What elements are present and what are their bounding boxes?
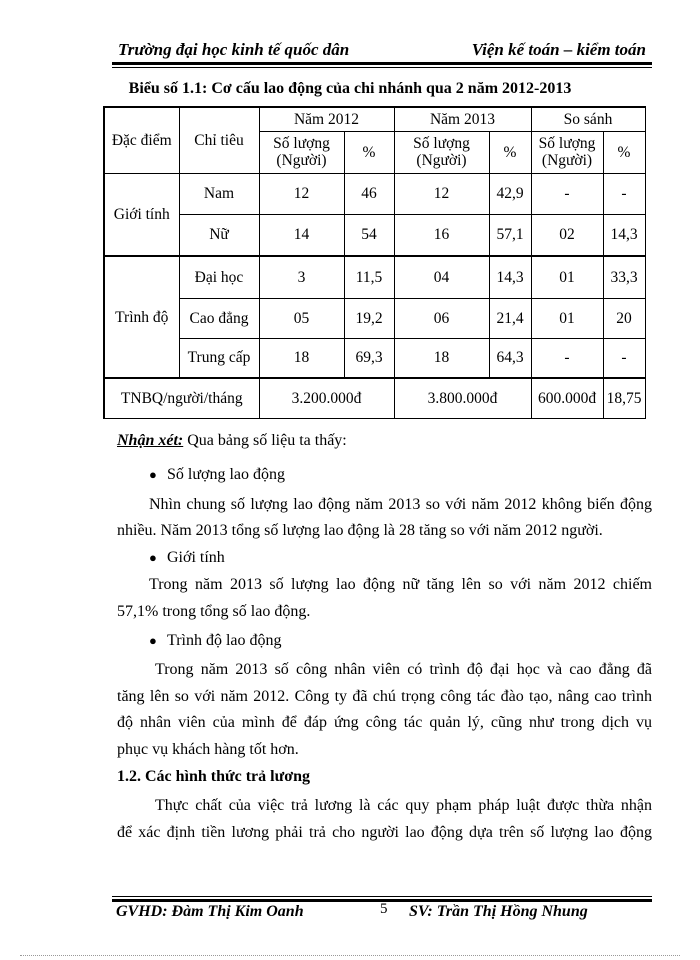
header-so-luong-2012: Số lượng (Người) — [259, 131, 344, 173]
bullet-item — [149, 549, 225, 567]
nhan-xet-line — [117, 432, 347, 450]
total-label: TNBQ/người/tháng — [104, 378, 259, 418]
header-year-2012: Năm 2012 — [259, 107, 394, 131]
cell-value: 05 — [259, 298, 344, 338]
cell-value: - — [603, 173, 645, 214]
header-percent-ss: % — [603, 131, 645, 173]
footer-student: SV: Trần Thị Hồng Nhung — [409, 903, 588, 920]
table-row — [104, 214, 645, 256]
cell-value: 16 — [394, 214, 489, 256]
cell-value: 42,9 — [489, 173, 531, 214]
cell-value: - — [531, 338, 603, 378]
group-gioi-tinh: Giới tính — [104, 173, 179, 256]
paragraph-line: độ nhân viên của mình để đáp ứng công tác quản lý, cũng như trong dịch vụ — [117, 714, 652, 731]
cell-value: 64,3 — [489, 338, 531, 378]
page-number: 5 — [380, 901, 388, 917]
page-header — [112, 40, 652, 64]
total-2013: 3.800.000đ — [394, 378, 531, 418]
bullet-text: Trình độ lao động — [167, 632, 282, 649]
row-label: Đại học — [179, 256, 259, 298]
header-institute: Viện kế toán – kiểm toán — [471, 40, 646, 59]
group-trinh-do: Trình độ — [104, 256, 179, 378]
header-percent-2012: % — [344, 131, 394, 173]
paragraph-line: tăng lên so với năm 2012. Công ty đã chú trọng công tác đào tạo, nâng cao trình — [117, 688, 652, 705]
section-heading: 1.2. Các hình thức trả lương — [117, 768, 310, 785]
nhan-xet-label: Nhận xét: — [117, 432, 184, 449]
row-label: Nữ — [179, 214, 259, 256]
paragraph-line: 57,1% trong tổng số lao động. — [117, 603, 311, 620]
header-so-luong-ss: Số lượng (Người) — [531, 131, 603, 173]
header-year-2013: Năm 2013 — [394, 107, 531, 131]
row-label: Cao đẳng — [179, 298, 259, 338]
nhan-xet-text: Qua bảng số liệu ta thấy: — [187, 432, 347, 449]
bullet-icon: ● — [149, 633, 157, 648]
bullet-icon: ● — [149, 550, 157, 565]
header-chi-tieu: Chỉ tiêu — [179, 107, 259, 173]
paragraph-line: Trong năm 2013 số lượng lao động nữ tăng lên so với năm 2012 chiếm — [149, 576, 652, 593]
footer-advisor: GVHD: Đàm Thị Kim Oanh — [116, 903, 304, 920]
table-row — [104, 298, 645, 338]
cell-value: 14 — [259, 214, 344, 256]
paragraph-line: Thực chất của việc trả lương là các quy phạm pháp luật được thừa nhận — [155, 797, 652, 814]
cell-value: 14,3 — [489, 256, 531, 298]
table-row-total — [104, 378, 645, 418]
paragraph-line: để xác định tiền lương phải trả cho người lao động dựa trên số lượng lao động — [117, 824, 652, 841]
table-row — [104, 338, 645, 378]
cell-value: 46 — [344, 173, 394, 214]
cell-value: 21,4 — [489, 298, 531, 338]
cell-value: 12 — [259, 173, 344, 214]
cell-value: 14,3 — [603, 214, 645, 256]
header-percent-2013: % — [489, 131, 531, 173]
table-row — [104, 173, 645, 214]
cell-value: - — [531, 173, 603, 214]
total-2012: 3.200.000đ — [259, 378, 394, 418]
total-percent: 18,75 — [603, 378, 645, 418]
header-so-sanh: So sánh — [531, 107, 645, 131]
cell-value: 01 — [531, 298, 603, 338]
table-caption: Biểu số 1.1: Cơ cấu lao động của chi nhánh qua 2 năm 2012-2013 — [128, 80, 572, 97]
cell-value: 12 — [394, 173, 489, 214]
bullet-item — [149, 466, 285, 484]
cell-value: 33,3 — [603, 256, 645, 298]
cell-value: 57,1 — [489, 214, 531, 256]
cell-value: 02 — [531, 214, 603, 256]
labor-structure-table — [103, 106, 646, 419]
cell-value: 20 — [603, 298, 645, 338]
paragraph-line: nhiều. Năm 2013 tổng số lượng lao động là 28 tăng so với năm 2012 người. — [117, 522, 603, 539]
cell-value: 01 — [531, 256, 603, 298]
cell-value: 19,2 — [344, 298, 394, 338]
header-rule-thin — [112, 67, 652, 68]
cell-value: 04 — [394, 256, 489, 298]
header-dac-diem: Đặc điểm — [104, 107, 179, 173]
bullet-text: Giới tính — [167, 549, 225, 566]
bullet-item — [149, 632, 282, 650]
paragraph-line: Nhìn chung số lượng lao động năm 2013 so với năm 2012 không biến động — [149, 496, 652, 513]
cell-value: - — [603, 338, 645, 378]
page-bottom-dotted-line — [20, 955, 680, 956]
row-label: Nam — [179, 173, 259, 214]
header-rule-thick — [112, 62, 652, 65]
total-so-sanh: 600.000đ — [531, 378, 603, 418]
cell-value: 11,5 — [344, 256, 394, 298]
cell-value: 18 — [394, 338, 489, 378]
header-so-luong-2013: Số lượng (Người) — [394, 131, 489, 173]
cell-value: 18 — [259, 338, 344, 378]
cell-value: 69,3 — [344, 338, 394, 378]
table-row — [104, 256, 645, 298]
cell-value: 3 — [259, 256, 344, 298]
footer-rule-thin — [112, 896, 652, 897]
paragraph-line: Trong năm 2013 số công nhân viên có trình độ đại học và cao đẳng đã — [155, 661, 652, 678]
cell-value: 06 — [394, 298, 489, 338]
bullet-text: Số lượng lao động — [167, 466, 286, 483]
row-label: Trung cấp — [179, 338, 259, 378]
cell-value: 54 — [344, 214, 394, 256]
header-school: Trường đại học kinh tế quốc dân — [118, 40, 350, 59]
paragraph-line: phục vụ khách hàng tốt hơn. — [117, 741, 299, 758]
bullet-icon: ● — [149, 467, 157, 482]
